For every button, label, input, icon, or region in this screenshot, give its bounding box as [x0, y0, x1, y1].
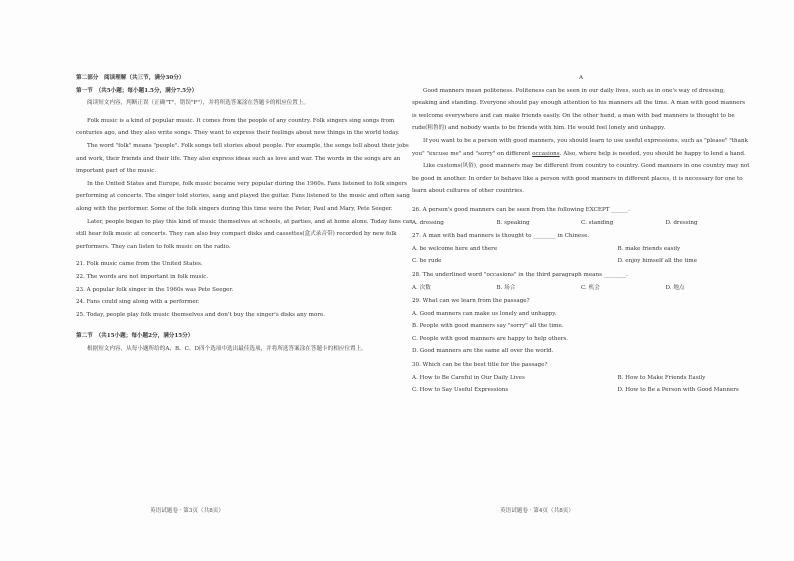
question-26: 26. A person's good manners can be seen from the following EXCEPT ______. — [412, 206, 630, 213]
option-c: C. standing — [581, 219, 614, 226]
option-b: B. How to Make Friends Easily — [617, 374, 706, 381]
options-26 — [412, 217, 750, 230]
option-c: C. How to Say Useful Expressions — [412, 387, 509, 394]
passage-label: A — [578, 75, 584, 81]
section-1-instructions: 阅读短文内容，判断正误（正确"T"，错误"F"），并将所选答案涂在答题卡的相应位置上。 — [87, 100, 310, 107]
option-a: A. How to Be Careful in Our Daily Lives — [412, 374, 525, 381]
right-page — [412, 72, 750, 397]
options-28 — [412, 282, 750, 295]
page-footer-left: 英语试题卷 · 第3页（共8页） — [150, 508, 224, 514]
underlined-word: occasions — [532, 150, 560, 157]
option-b: B. 场合 — [496, 284, 516, 291]
passage-paragraph: If you want to be a person with good manners, you should learn to use useful expressions, such as "please" "thank you" "excuse me" and "sorry" on different occasions. Also, where help is needed, you should be happy to lend a hand. — [412, 137, 748, 157]
option-d: D. enjoy himself all the time — [617, 258, 698, 265]
statement-23: 23. A popular folk singer in the 1960s was Pete Seeger. — [76, 286, 234, 293]
option-c: C. 机会 — [581, 284, 600, 291]
option-d: D. 地点 — [665, 284, 685, 291]
option-c: C. be rude — [412, 258, 442, 265]
passage-paragraph: Good manners mean politeness. Politeness can be seen in our daily lives, such as in one's way of dressing, speaking and standing. Everyone should pay enough attention to his manners all the time. A man with good manners is welcome everywhere and can make friends easily. On the other hand, a man with bad manners is thought to be rude(粗鲁的) and nobody wants to be friends with him. He would feel lonely and unhappy. — [412, 87, 746, 132]
option-b: B. speaking — [496, 219, 530, 226]
section-header: 第二部分 阅读理解（共三节，满分30分） — [76, 75, 185, 81]
question-29: 29. What can we learn from the passage? — [412, 298, 530, 305]
option-d: D. Good manners are the same all over the world. — [412, 348, 554, 355]
option-a: A. 次数 — [412, 284, 431, 291]
section-2-header: 第二节 （共15小题；每小题2分，满分15分） — [76, 333, 194, 340]
statement-25: 25. Today, people play folk music themselves and don't buy the singer's disks any more. — [76, 311, 326, 318]
option-b: B. People with good manners say "sorry" all the time. — [412, 323, 564, 330]
option-c: C. People with good manners are happy to help others. — [412, 335, 569, 342]
option-d: D. How to Be a Person with Good Manners — [617, 387, 739, 394]
statement-21: 21. Folk music came from the United States. — [76, 261, 203, 268]
left-page — [76, 72, 414, 355]
section-2-instructions: 根据短文内容，从每小题所给的A、B、C、D四个选项中选出最佳选项，并将所选答案涂在答题卡的相应位置上。 — [87, 345, 367, 352]
question-30: 30. Which can be the best title for the passage? — [412, 362, 548, 369]
passage-paragraph: Folk music is a kind of popular music. It comes from the people of any country. Folk singers sing songs from centuries ago, and they also write songs. They want to express their feelings about new things in the world today. — [76, 117, 400, 137]
page-footer-right: 英语试题卷 · 第4页（共8页） — [500, 508, 574, 514]
passage-paragraph: Later, people began to play this kind of music themselves at schools, at parties, and at home alone. Today fans can still hear folk music at concerts. They can also buy compact disks and cassettes(盒式录音带) recorded by new folk performers. They can listen to folk music on the radio. — [76, 218, 413, 250]
passage-paragraph: Like customs(风俗), good manners may be different from country to country. Good manners in one country may not be good in another. In order to behave like a person with good manners in different places, it is necessary for one to learn about cultures of other countries. — [412, 163, 750, 195]
section-1-header: 第一节 （共5小题；每小题1.5分，满分7.5分） — [76, 87, 198, 94]
option-b: B. make friends easily — [617, 245, 681, 252]
options-27 — [412, 243, 750, 268]
option-a: A. dressing — [412, 219, 444, 226]
passage-paragraph: In the United States and Europe, folk music became very popular during the 1960s. Fans listened to folk singers performing at concerts. The singer told stories, sang and played the guitar. Fans listened to the music and often sang along with the performer. Some of the folk singers during this time were the Peter, Paul and Mary, Pete Seeger. — [76, 180, 410, 212]
statement-24: 24. Fans could sing along with a performer. — [76, 299, 200, 306]
options-30 — [412, 372, 750, 397]
option-a: A. Good manners can make us lonely and unhappy. — [412, 310, 557, 317]
statement-22: 22. The words are not important in folk music. — [76, 273, 209, 280]
option-a: A. be welcome here and there — [412, 245, 498, 252]
option-d: D. dressing — [665, 219, 698, 226]
passage-paragraph: The word "folk" means "people". Folk songs tell stories about people. For example, the songs tell about their jobs and work, their friends and their life. They also express ideas such as love and war. The words in the songs are an important part of the music. — [76, 142, 409, 175]
question-28: 28. The underlined word "occasions" in the third paragraph means ________. — [412, 271, 628, 278]
question-27: 27. A man with bad manners is thought to ________ in Chinese. — [412, 233, 590, 240]
